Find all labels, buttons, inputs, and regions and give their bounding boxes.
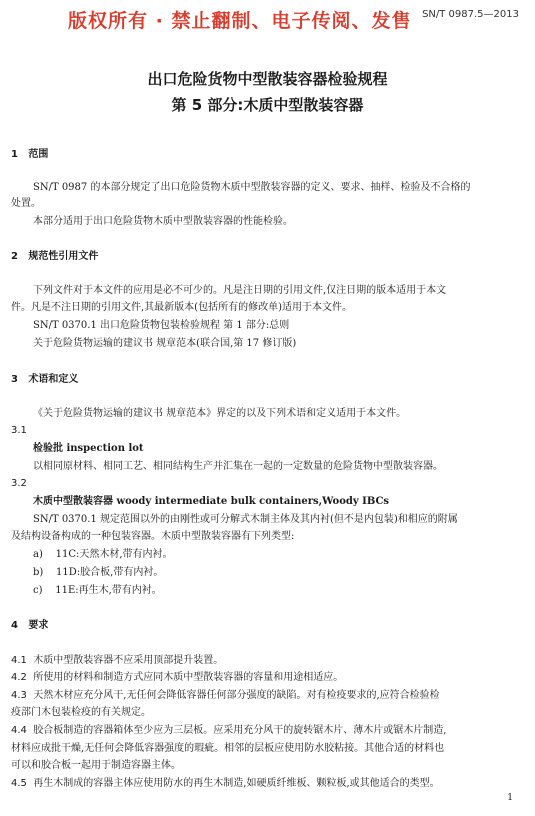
list-item — [33, 566, 163, 579]
paragraph: 件。凡是不注日期的引用文件,其最新版本(包括所有的修改单)适用于本文件。 — [11, 302, 352, 313]
section-2-heading — [11, 250, 98, 263]
section-number: 3 — [11, 374, 18, 385]
list-marker: a) — [33, 549, 43, 560]
list-marker: b) — [33, 567, 44, 578]
clause-text: 疫部门木包装检疫的有关规定。 — [11, 707, 151, 718]
section-title: 规范性引用文件 — [28, 251, 99, 262]
watermark-banner: 版权所有 · 禁止翻制、电子传阅、发售 — [68, 10, 412, 32]
section-1-heading — [11, 148, 48, 161]
paragraph: 《关于危险货物运输的建议书 规章范本》界定的以及下列术语和定义适用于本文件。 — [33, 408, 407, 419]
list-text: 11D:胶合板,带有内衬。 — [56, 567, 164, 578]
list-text: 11C:天然木材,带有内衬。 — [55, 549, 173, 560]
clause-text: 再生木制成的容器主体应使用防水的再生木制造,如硬质纤维板、颗粒板,或其他适合的类型。 — [33, 778, 440, 789]
list-item — [33, 548, 173, 561]
section-number: 2 — [11, 251, 18, 262]
clause-number: 4.4 — [11, 725, 27, 736]
requirement-clause — [11, 654, 223, 667]
clause-number: 4.1 — [11, 655, 27, 666]
normative-reference: SN/T 0370.1 出口危险货物包装检验规程 第 1 部分:总则 — [33, 320, 290, 331]
section-3-heading — [11, 373, 78, 386]
page-number: 1 — [507, 793, 513, 803]
section-title: 术语和定义 — [28, 374, 79, 385]
clause-text: 胶合板制造的容器箱体至少应为三层板。应采用充分风干的旋转锯木片、薄木片或锯木片制造, — [33, 725, 447, 736]
paragraph: 本部分适用于出口危险货物木质中型散装容器的性能检验。 — [33, 216, 293, 227]
clause-text: 天然木材应充分风干,无任何会降低容器任何部分强度的缺陷。对有检疫要求的,应符合检验检 — [33, 690, 440, 701]
clause-text: 可以和胶合板一起用于制造容器主体。 — [11, 760, 181, 771]
term-number: 3.2 — [11, 478, 27, 489]
section-title: 要求 — [28, 620, 49, 631]
clause-text: 木质中型散装容器不应采用顶部提升装置。 — [33, 655, 224, 666]
term-title: 木质中型散装容器 woody intermediate bulk containers,Woody IBCs — [33, 496, 390, 507]
requirement-clause — [11, 689, 440, 702]
requirement-clause — [11, 777, 440, 790]
list-item — [33, 584, 162, 597]
standard-number: SN/T 0987.5—2013 — [422, 9, 519, 20]
section-number: 4 — [11, 620, 18, 631]
paragraph: 下列文件对于本文件的应用是必不可少的。凡是注日期的引用文件,仅注日期的版本适用于本文 — [33, 285, 447, 296]
requirement-clause — [11, 671, 343, 684]
term-definition: 以相同原材料、相同工艺、相同结构生产并汇集在一起的一定数量的危险货物中型散装容器。 — [33, 461, 443, 472]
section-4-heading — [11, 619, 48, 632]
document-title: 出口危险货物中型散装容器检验规程 — [147, 70, 388, 88]
clause-number: 4.3 — [11, 690, 27, 701]
term-definition: 及结构设备构成的一种包装容器。木质中型散装容器有下列类型: — [11, 531, 295, 542]
clause-number: 4.2 — [11, 672, 27, 683]
paragraph: 处置。 — [11, 198, 41, 209]
clause-text: 所使用的材料和制造方式应同木质中型散装容器的容量和用途相适应。 — [33, 672, 344, 683]
document-subtitle: 第 5 部分:木质中型散装容器 — [171, 96, 364, 114]
requirement-clause — [11, 724, 446, 737]
term-number: 3.1 — [11, 425, 27, 436]
section-number: 1 — [11, 149, 18, 160]
list-text: 11E:再生木,带有内衬。 — [55, 585, 162, 596]
term-title: 检验批 inspection lot — [33, 443, 144, 454]
section-title: 范围 — [28, 149, 49, 160]
normative-reference: 关于危险货物运输的建议书 规章范本(联合国,第 17 修订版) — [33, 338, 297, 349]
clause-number: 4.5 — [11, 778, 27, 789]
list-marker: c) — [33, 585, 43, 596]
term-definition: SN/T 0370.1 规定范围以外的由刚性或可分解式木制主体及其内衬(但不是内包装)和相应的附属 — [33, 514, 458, 525]
clause-text: 材料应成批干燥,无任何会降低容器强度的瑕疵。相邻的层板应使用防水胶粘接。其他合适的材料也 — [11, 743, 445, 754]
paragraph: SN/T 0987 的本部分规定了出口危险货物木质中型散装容器的定义、要求、抽样、检验及不合格的 — [33, 182, 471, 193]
